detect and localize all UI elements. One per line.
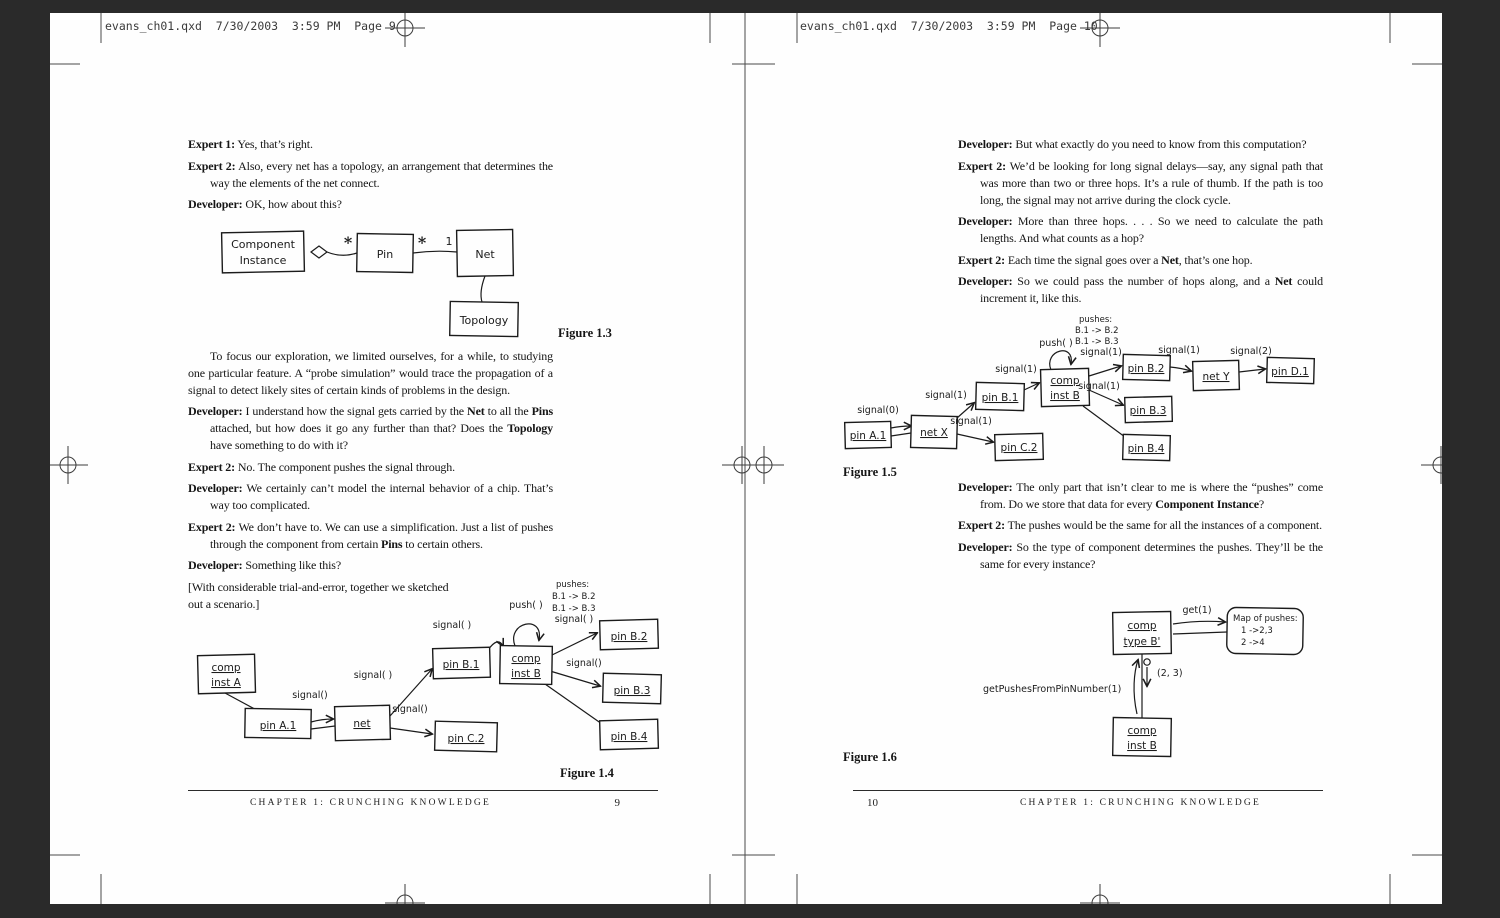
proof-sheet <box>50 13 1442 904</box>
node-map-of-pushes <box>1227 607 1304 654</box>
svg-text:pin B.1: pin B.1 <box>442 659 480 671</box>
svg-text:Topology: Topology <box>459 314 509 327</box>
page-number: 10 <box>867 797 878 809</box>
svg-text:push( ): push( ) <box>509 600 543 611</box>
paragraph: Expert 2: Each time the signal goes over a Net, that’s one hop. <box>958 252 1253 267</box>
dialog-block <box>188 348 553 613</box>
svg-text:inst B: inst B <box>1127 740 1157 752</box>
node-net <box>335 705 391 740</box>
node-component-instance <box>222 231 305 273</box>
paragraph: Expert 2: We’d be looking for long signal delays—say, any signal path that was more than two or three hops. It’s a rule of thumb. If the path is too long, the signal may not arrive during the clock cycle. <box>958 158 1323 207</box>
svg-text:signal( ): signal( ) <box>353 670 393 681</box>
svg-text:pushes:: pushes: <box>556 580 590 590</box>
figure-1-6-caption: Figure 1.6 <box>843 750 897 764</box>
multiplicity-star: * <box>343 233 353 252</box>
svg-text:push( ): push( ) <box>1039 338 1073 349</box>
node-pin-b1 <box>976 382 1025 410</box>
svg-text:pin B.3: pin B.3 <box>1129 405 1167 417</box>
node-pin-d1 <box>1267 357 1315 383</box>
left-text-column <box>188 136 553 617</box>
paragraph: Expert 2: No. The component pushes the signal through. <box>188 459 455 474</box>
slug-header-left: evans_ch01.qxd 7/30/2003 3:59 PM Page 9 <box>105 19 396 33</box>
svg-text:pin B.3: pin B.3 <box>613 685 651 697</box>
svg-text:signal(1): signal(1) <box>925 390 967 401</box>
svg-text:getPushesFromPinNumber(1): getPushesFromPinNumber(1) <box>983 684 1122 695</box>
page-number: 9 <box>614 797 620 809</box>
pushes-note <box>1075 315 1118 347</box>
svg-text:type B': type B' <box>1123 636 1161 648</box>
node-comp-inst-b <box>1113 717 1172 756</box>
svg-text:signal(1): signal(1) <box>1078 381 1120 392</box>
svg-text:2 ->4: 2 ->4 <box>1241 638 1265 648</box>
figure-1-6-diagram <box>975 600 1310 775</box>
svg-text:Net: Net <box>475 248 495 261</box>
footer-right <box>853 790 1323 821</box>
paragraph: Expert 2: The pushes would be the same for all the instances of a component. <box>958 518 1322 532</box>
svg-text:B.1 -> B.3: B.1 -> B.3 <box>552 604 596 614</box>
svg-text:pin A.1: pin A.1 <box>259 720 297 732</box>
node-net-y <box>1193 360 1240 390</box>
node-topology <box>450 301 519 336</box>
svg-text:pin B.1: pin B.1 <box>981 392 1019 404</box>
figure-1-5-caption: Figure 1.5 <box>843 465 897 479</box>
svg-text:comp: comp <box>1127 725 1157 737</box>
node-net <box>457 230 514 277</box>
paragraph: Expert 2: Also, every net has a topology, an arrangement that determines the way the elements of the net connect. <box>188 158 553 190</box>
paragraph: Developer: So the type of component determines the pushes. They’ll be the same for every instance? <box>958 539 1323 571</box>
svg-text:comp: comp <box>1050 375 1080 387</box>
svg-text:signal(1): signal(1) <box>1080 347 1122 358</box>
svg-text:(2, 3): (2, 3) <box>1157 668 1183 679</box>
svg-text:get(1): get(1) <box>1182 605 1212 616</box>
svg-text:signal(0): signal(0) <box>857 405 899 416</box>
node-comp-inst-b <box>500 646 553 685</box>
svg-text:inst B: inst B <box>1050 390 1080 402</box>
svg-text:inst A: inst A <box>211 677 241 689</box>
figure-1-4-diagram <box>190 576 670 776</box>
paragraph: [With considerable trial-and-error, together we sketched out a scenario.] <box>188 579 449 611</box>
svg-text:Map of pushes:: Map of pushes: <box>1233 614 1298 624</box>
svg-text:pin C.2: pin C.2 <box>1000 442 1038 454</box>
svg-text:signal(1): signal(1) <box>950 416 992 427</box>
svg-text:inst B: inst B <box>511 668 541 680</box>
node-comp-type-b <box>1113 611 1172 654</box>
node-pin-b2 <box>1123 354 1171 380</box>
paragraph: To focus our exploration, we limited ourselves, for a while, to studying one particular feature. A “probe simulation” would trace the propagation of a signal to detect likely sites of certain kinds of problems in the design. <box>188 348 553 397</box>
node-pin-c2 <box>435 721 498 752</box>
svg-text:Component: Component <box>231 238 295 251</box>
svg-text:1 ->2,3: 1 ->2,3 <box>1241 626 1273 636</box>
svg-text:pin B.4: pin B.4 <box>1127 443 1165 455</box>
figure-1-4-caption: Figure 1.4 <box>560 766 614 780</box>
svg-text:comp: comp <box>1127 620 1157 632</box>
svg-text:B.1 -> B.3: B.1 -> B.3 <box>1075 337 1119 347</box>
node-pin <box>357 234 414 273</box>
node-pin-b3 <box>603 673 662 704</box>
svg-text:signal(2): signal(2) <box>1230 346 1272 357</box>
figure-1-3-diagram <box>210 218 540 353</box>
svg-text:signal( ): signal( ) <box>432 620 472 631</box>
svg-text:pin B.2: pin B.2 <box>610 631 648 643</box>
svg-text:signal( ): signal( ) <box>554 614 594 625</box>
svg-text:pin B.2: pin B.2 <box>1127 363 1165 375</box>
paragraph: Developer: Something like this? <box>188 558 341 572</box>
slug-header-right: evans_ch01.qxd 7/30/2003 3:59 PM Page 10 <box>800 19 1098 33</box>
paragraph: Expert 1: Yes, that’s right. <box>188 137 313 151</box>
svg-text:B.1 -> B.2: B.1 -> B.2 <box>1075 326 1119 336</box>
svg-text:pin C.2: pin C.2 <box>447 733 485 745</box>
figure-1-5-diagram <box>843 312 1318 467</box>
svg-text:signal(): signal() <box>292 690 328 701</box>
svg-text:pushes:: pushes: <box>1079 315 1113 325</box>
return-value-circle <box>1144 659 1150 665</box>
paragraph: Developer: The only part that isn’t clear to me is where the “pushes” come from. Do we store that data for every Component Instance? <box>958 479 1323 511</box>
svg-text:B.1 -> B.2: B.1 -> B.2 <box>552 592 596 602</box>
figure-1-3-caption: Figure 1.3 <box>558 326 612 340</box>
node-pin-c2 <box>995 433 1044 460</box>
svg-text:comp: comp <box>211 662 241 674</box>
svg-text:net Y: net Y <box>1202 371 1230 383</box>
node-pin-b4 <box>600 719 659 750</box>
dialog-block <box>958 479 1323 573</box>
node-pin-b2 <box>600 619 659 650</box>
svg-text:net X: net X <box>920 427 948 439</box>
footer-left <box>188 790 658 821</box>
multiplicity-star: * <box>417 233 427 252</box>
paragraph: Developer: So we could pass the number of hops along, and a Net could increment it, like this. <box>958 274 1323 305</box>
svg-text:net: net <box>353 718 371 730</box>
svg-text:signal(): signal() <box>566 658 602 669</box>
running-footer: CHAPTER 1: CRUNCHING KNOWLEDGE <box>250 798 491 808</box>
node-comp-inst-a <box>198 654 256 693</box>
node-pin-b1 <box>433 647 491 678</box>
paragraph: Developer: But what exactly do you need to know from this computation? <box>958 137 1307 151</box>
svg-text:pin A.1: pin A.1 <box>849 430 887 442</box>
svg-text:signal(1): signal(1) <box>1158 345 1200 356</box>
svg-text:pin B.4: pin B.4 <box>610 731 648 743</box>
dialog-block <box>188 136 553 213</box>
node-pin-a1 <box>245 708 311 738</box>
svg-text:signal(): signal() <box>392 704 428 715</box>
paragraph: Developer: More than three hops. . . . So we need to calculate the path lengths. And what counts as a hop? <box>958 214 1323 245</box>
paragraph: Developer: OK, how about this? <box>188 197 342 211</box>
svg-text:Pin: Pin <box>376 248 394 261</box>
paragraph: Developer: We certainly can’t model the internal behavior of a chip. That’s way too complicated. <box>188 481 553 512</box>
paragraph: Expert 2: We don’t have to. We can use a simplification. Just a list of pushes through the component from certain Pins to certain others. <box>188 519 553 551</box>
paragraph: Developer: I understand how the signal gets carried by the Net to all the Pins attached, but how does it go any further than that? Does the Topology have something to do with it? <box>188 404 553 452</box>
running-footer: CHAPTER 1: CRUNCHING KNOWLEDGE <box>1020 798 1261 808</box>
multiplicity-one: 1 <box>445 235 453 248</box>
svg-text:signal(1): signal(1) <box>995 364 1037 375</box>
edge-labels <box>983 605 1212 695</box>
dialog-block <box>958 136 1323 307</box>
node-pin-b4 <box>1123 434 1171 460</box>
pushes-note <box>552 580 595 614</box>
node-pin-b3 <box>1125 396 1173 422</box>
svg-text:comp: comp <box>511 653 541 665</box>
node-pin-a1 <box>845 421 892 448</box>
svg-text:pin D.1: pin D.1 <box>1271 366 1309 378</box>
aggregation-diamond <box>311 246 327 258</box>
svg-text:Instance: Instance <box>239 254 287 267</box>
